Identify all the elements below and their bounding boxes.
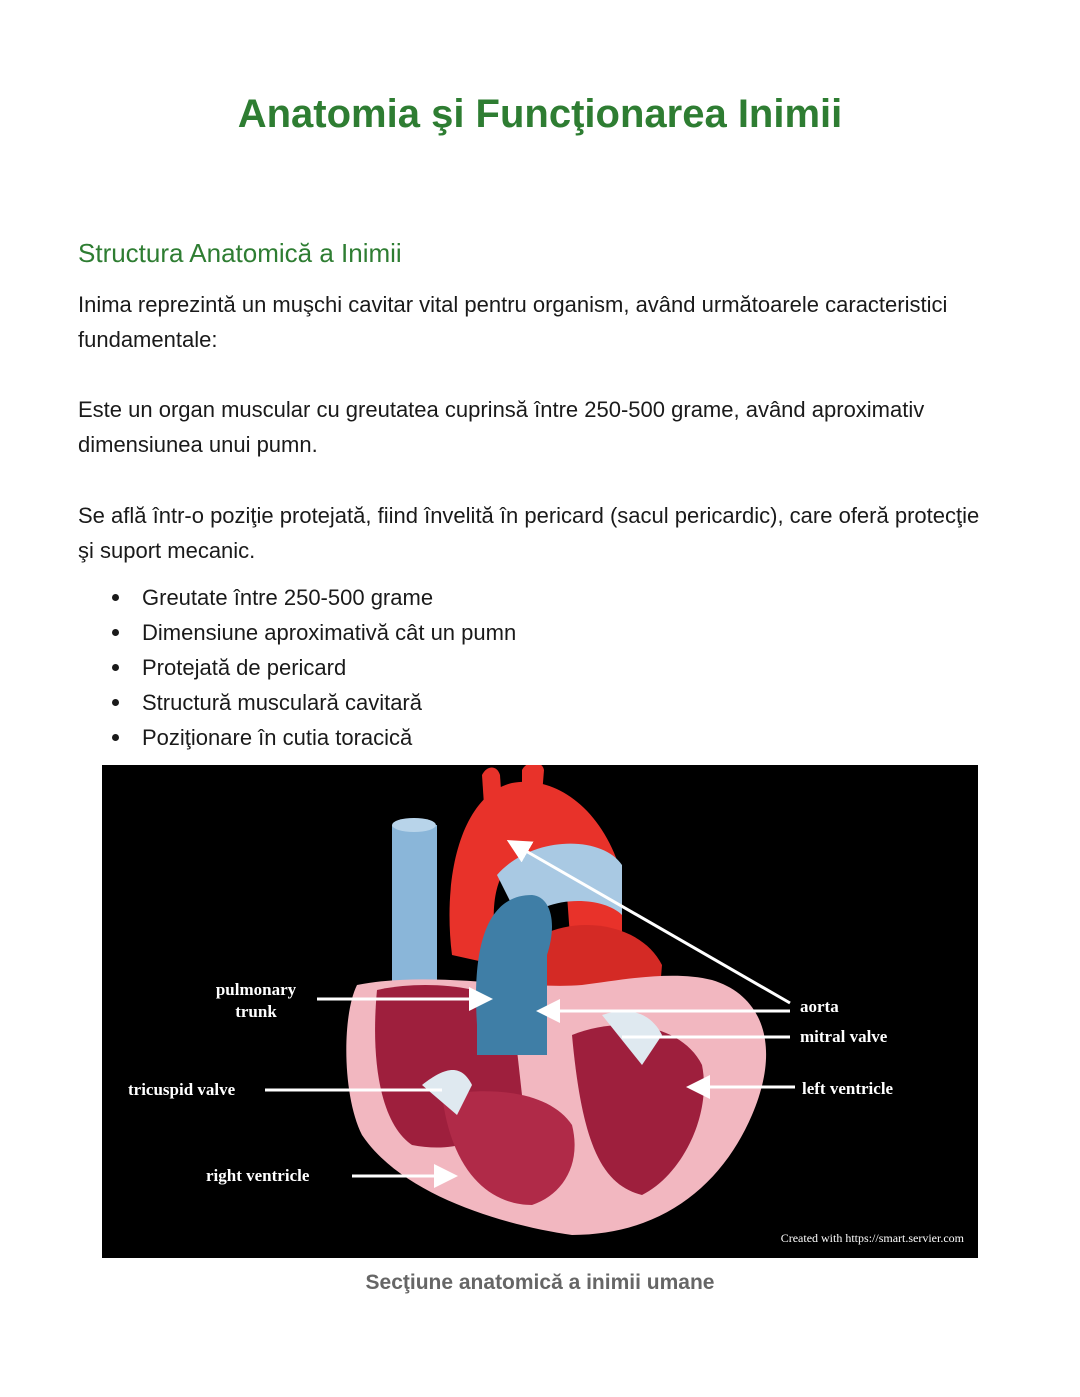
heart-diagram	[102, 765, 978, 1258]
figure-caption: Secţiune anatomică a inimii umane	[365, 1271, 715, 1294]
list-item: Poziţionare în cutia toracică	[106, 720, 516, 755]
vena-cava-opening	[392, 818, 436, 832]
list-item: Protejată de pericard	[106, 650, 516, 685]
position-paragraph: Se află într-o poziţie protejată, fiind învelită în pericard (sacul pericardic), care oferă protecţie şi suport mecanic.	[78, 503, 980, 563]
aorta-label: aorta	[800, 997, 839, 1016]
mitral-valve-label: mitral valve	[800, 1027, 888, 1046]
feature-list	[106, 580, 516, 755]
right-ventricle-label: right ventricle	[206, 1166, 310, 1185]
page-title: Anatomia şi Funcţionarea Inimii	[237, 92, 843, 136]
tricuspid-valve-label: tricuspid valve	[128, 1080, 236, 1099]
left-ventricle-label: left ventricle	[802, 1079, 894, 1098]
intro-paragraph: Inima reprezintă un muşchi cavitar vital pentru organism, având următoarele caracteristici fundamentale:	[78, 292, 948, 352]
pulmonary-trunk-label-line1: pulmonary	[215, 980, 297, 999]
figure-credit: Created with https://smart.servier.com	[780, 1231, 964, 1245]
aorta-branch	[522, 765, 544, 795]
list-item: Structură musculară cavitară	[106, 685, 516, 720]
pulmonary-trunk-label-line2: trunk	[235, 1002, 277, 1021]
list-item: Dimensiune aproximativă cât un pumn	[106, 615, 516, 650]
pulmonary-trunk-label	[210, 979, 302, 1023]
aorta-branch	[482, 768, 502, 806]
weight-paragraph: Este un organ muscular cu greutatea cuprinsă între 250-500 grame, având aproximativ dimensiunea unui pumn.	[78, 397, 925, 457]
list-item: Greutate între 250-500 grame	[106, 580, 516, 615]
section-heading: Structura Anatomică a Inimii	[78, 238, 402, 268]
